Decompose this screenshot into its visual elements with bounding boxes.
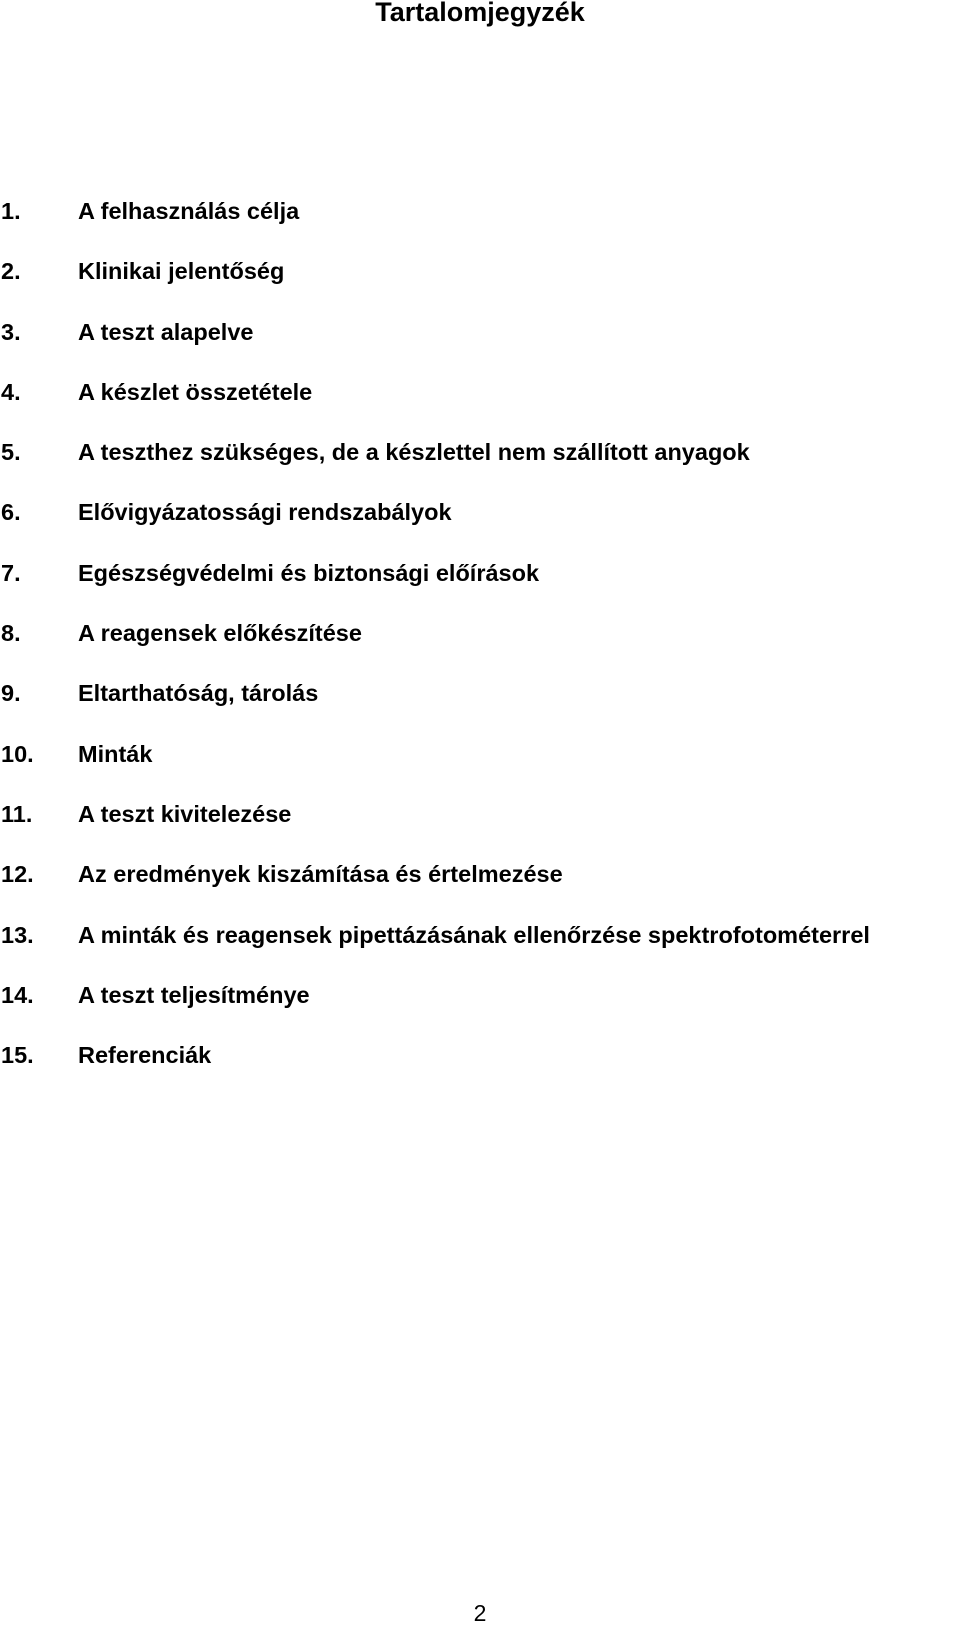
toc-item-label: Az eredmények kiszámítása és értelmezése <box>78 861 563 888</box>
toc-item <box>0 497 870 557</box>
toc-item <box>0 980 870 1040</box>
toc-item-label: A minták és reagensek pipettázásának ellenőrzése spektrofotométerrel <box>78 921 870 948</box>
toc-item <box>0 558 870 618</box>
toc-item-label: Egészségvédelmi és biztonsági előírások <box>78 559 540 586</box>
toc-item <box>0 799 870 859</box>
toc-item-number: 10. <box>1 740 34 767</box>
toc-item-number: 4. <box>1 378 21 405</box>
toc-item-number: 7. <box>1 559 21 586</box>
toc-item-number: 8. <box>1 620 21 647</box>
toc-item <box>0 437 870 497</box>
toc-item <box>0 1040 870 1100</box>
toc-item <box>0 678 870 738</box>
toc-item-number: 3. <box>1 318 21 345</box>
toc-item-number: 6. <box>1 499 21 526</box>
toc-item-number: 15. <box>1 1042 34 1069</box>
toc-item-number: 2. <box>1 258 21 285</box>
table-of-contents <box>0 196 870 1100</box>
toc-item-label: Minták <box>78 740 153 767</box>
page-title: Tartalomjegyzék <box>375 0 585 27</box>
toc-item-label: A reagensek előkészítése <box>78 620 362 647</box>
toc-item-number: 9. <box>1 680 21 707</box>
toc-item-number: 14. <box>1 981 34 1008</box>
toc-item-label: Referenciák <box>78 1042 212 1069</box>
toc-item-label: Eltarthatóság, tárolás <box>78 680 319 707</box>
toc-item-number: 12. <box>1 861 34 888</box>
toc-item-label: A teszt kivitelezése <box>78 800 292 827</box>
toc-item <box>0 196 870 256</box>
toc-item <box>0 920 870 980</box>
toc-item-label: Elővigyázatossági rendszabályok <box>78 499 452 526</box>
toc-item-number: 13. <box>1 921 34 948</box>
toc-item-number: 1. <box>1 198 21 224</box>
toc-item <box>0 256 870 316</box>
toc-item <box>0 317 870 377</box>
page-number: 2 <box>473 1600 487 1626</box>
toc-item <box>0 859 870 919</box>
toc-item-label: A teszt alapelve <box>78 318 254 345</box>
toc-item-label: Klinikai jelentőség <box>78 258 285 285</box>
toc-item <box>0 739 870 799</box>
toc-item-number: 11. <box>1 800 33 827</box>
toc-item-label: A teszthez szükséges, de a készlettel nem szállított anyagok <box>78 439 750 466</box>
toc-item <box>0 618 870 678</box>
toc-item-number: 5. <box>1 439 21 466</box>
toc-item-label: A készlet összetétele <box>78 378 313 405</box>
toc-item-label: A felhasználás célja <box>78 198 300 224</box>
toc-item-label: A teszt teljesítménye <box>78 981 310 1008</box>
toc-item <box>0 377 870 437</box>
